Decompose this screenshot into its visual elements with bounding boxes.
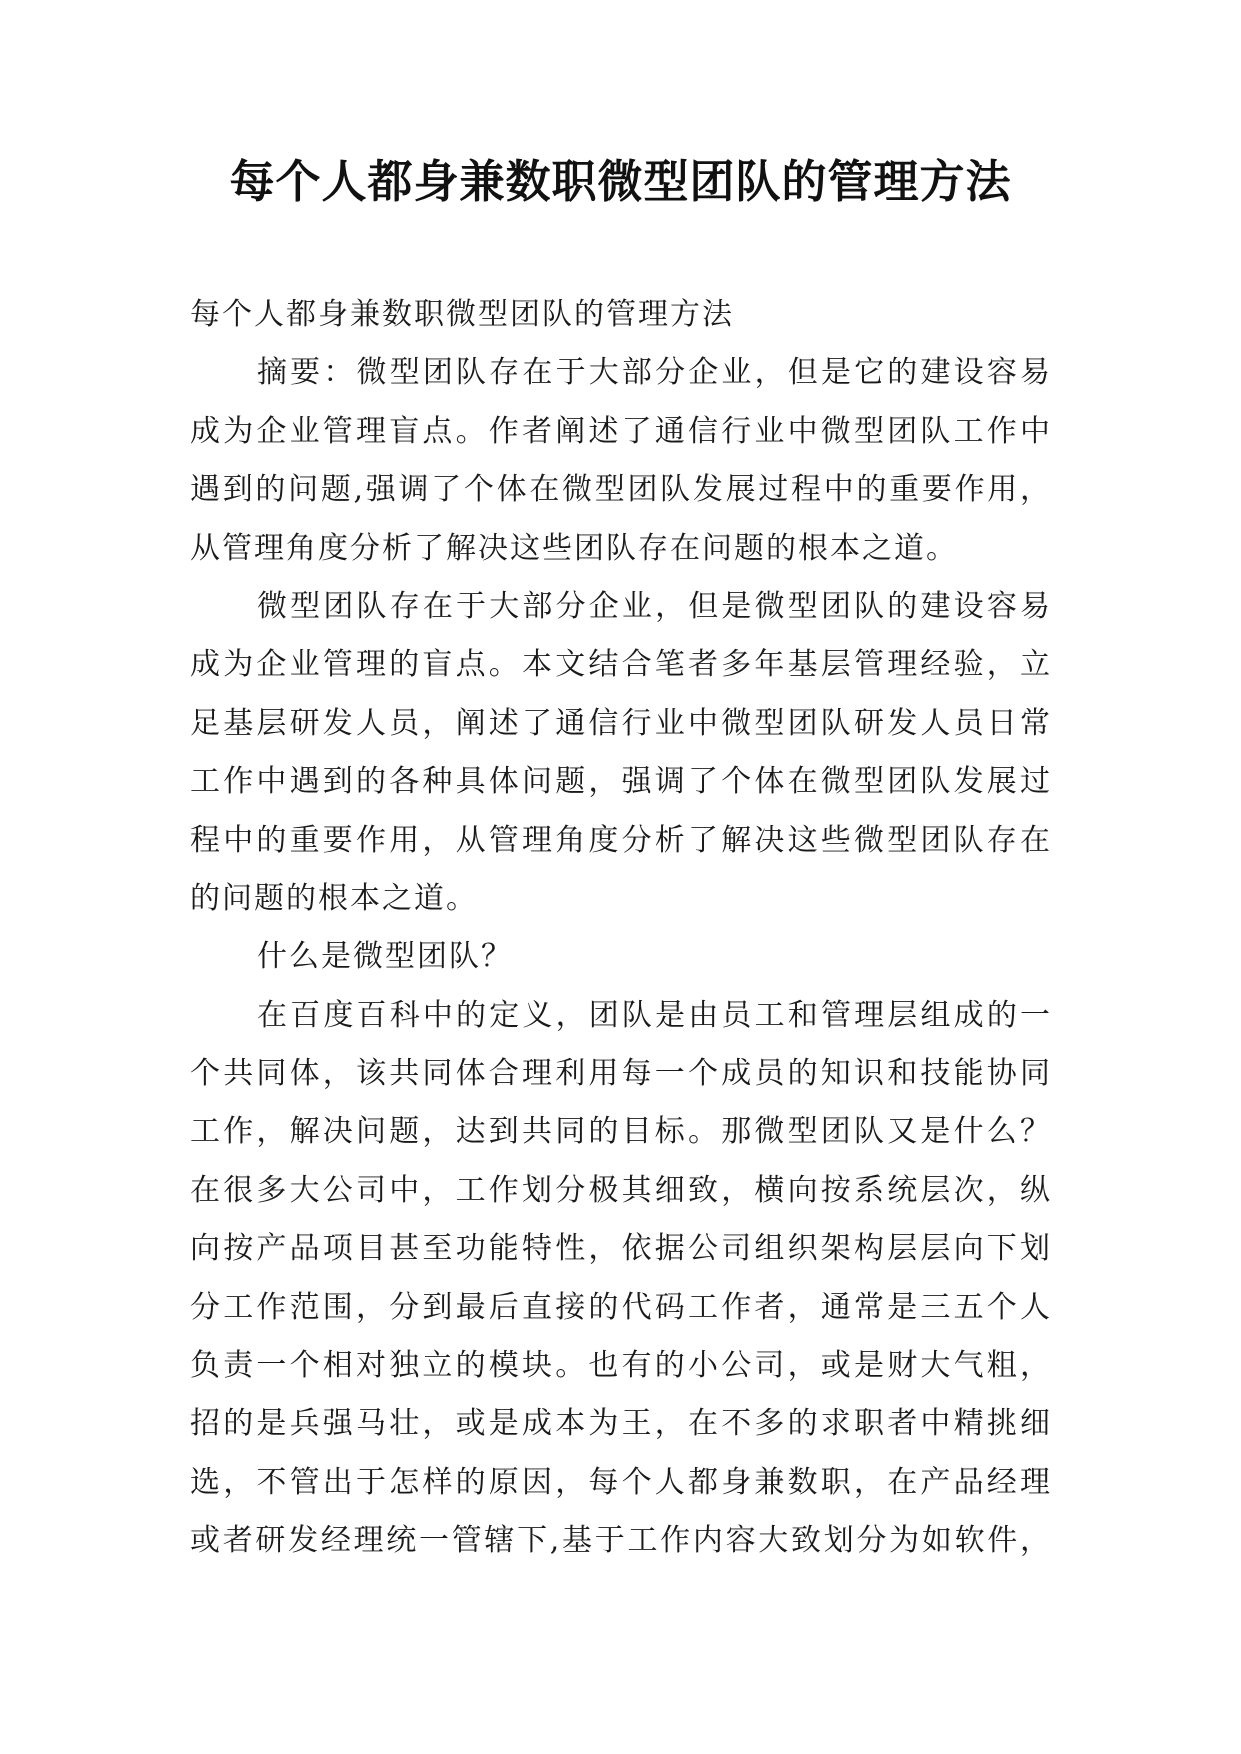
text-line: 选，不管出于怎样的原因，每个人都身兼数职，在产品经理 [190,1464,1052,1500]
document-title: 每个人都身兼数职微型团队的管理方法 [229,155,1012,208]
text-line: 从管理角度分析了解决这些团队存在问题的根本之道。 [190,530,958,566]
document-body [190,286,1052,1571]
text-line: 负责一个相对独立的模块。也有的小公司，或是财大气粗， [190,1348,1052,1384]
text-line: 足基层研发人员，阐述了通信行业中微型团队研发人员日常 [190,705,1052,741]
text-line: 遇到的问题,强调了个体在微型团队发展过程中的重要作用， [190,472,1052,508]
text-line: 在百度百科中的定义，团队是由员工和管理层组成的一 [257,997,1052,1033]
text-line: 摘要：微型团队存在于大部分企业，但是它的建设容易 [257,355,1052,391]
text-line: 工作中遇到的各种具体问题，强调了个体在微型团队发展过 [190,764,1052,800]
text-line: 向按产品项目甚至功能特性，依据公司组织架构层层向下划 [190,1231,1052,1267]
text-line: 在很多大公司中，工作划分极其细致，横向按系统层次，纵 [190,1172,1052,1208]
text-line: 微型团队存在于大部分企业，但是微型团队的建设容易 [257,588,1052,624]
text-line: 或者研发经理统一管辖下,基于工作内容大致划分为如软件， [190,1523,1052,1559]
text-line: 工作，解决问题，达到共同的目标。那微型团队又是什么？ [190,1114,1052,1150]
text-line: 成为企业管理盲点。作者阐述了通信行业中微型团队工作中 [190,413,1052,449]
text-line: 招的是兵强马壮，或是成本为王，在不多的求职者中精挑细 [190,1406,1052,1442]
text-line: 分工作范围，分到最后直接的代码工作者，通常是三五个人 [190,1289,1052,1325]
text-line: 每个人都身兼数职微型团队的管理方法 [190,297,734,332]
text-line: 的问题的根本之道。 [190,880,478,916]
text-line: 程中的重要作用，从管理角度分析了解决这些微型团队存在 [190,822,1052,858]
text-line: 什么是微型团队？ [257,939,513,975]
text-line: 个共同体，该共同体合理利用每一个成员的知识和技能协同 [190,1056,1052,1092]
text-line: 成为企业管理的盲点。本文结合笔者多年基层管理经验，立 [190,647,1052,683]
